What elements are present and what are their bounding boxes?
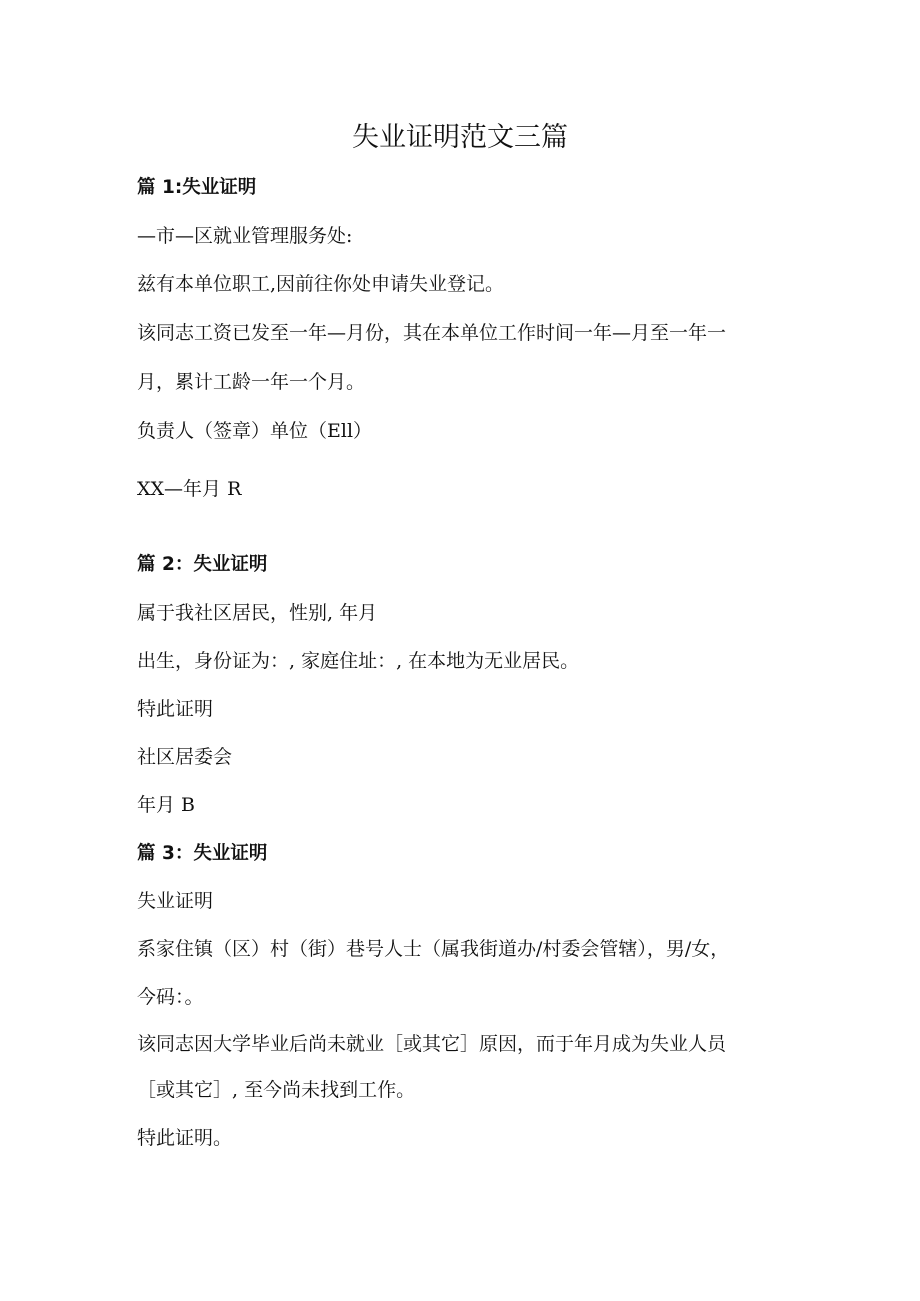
section-1-signature-line: 负责人（签章）单位（Ell） <box>137 420 373 442</box>
section-2-date-line: 年月 B <box>137 794 196 816</box>
section-2-line-1: 属于我社区居民，性别, 年月 <box>137 602 378 624</box>
section-1-line-3: 该同志工资已发至一年—月份，其在本单位工作时间一年—月至一年一 <box>137 322 727 344</box>
section-1-heading: 篇 1:失业证明 <box>137 177 257 198</box>
section-2-line-3: 特此证明 <box>137 698 214 720</box>
section-1-line-1: —市—区就业管理服务处: <box>137 225 353 247</box>
section-3-heading: 篇 3：失业证明 <box>137 843 268 864</box>
section-2-line-4: 社区居委会 <box>137 746 233 768</box>
section-3-line-3: 今码：。 <box>137 986 204 1008</box>
section-3-line-6: 特此证明。 <box>137 1127 233 1149</box>
section-3-line-1: 失业证明 <box>137 890 214 912</box>
section-3-line-5: ［或其它］, 至今尚未找到工作。 <box>137 1079 416 1101</box>
section-2-heading: 篇 2：失业证明 <box>137 554 268 575</box>
section-1-date-line: XX—年月 R <box>137 478 242 500</box>
section-1-line-2: 兹有本单位职工,因前往你处申请失业登记。 <box>137 273 505 295</box>
section-2-line-2: 出生，身份证为：, 家庭住址：, 在本地为无业居民。 <box>137 650 580 672</box>
section-1-line-4: 月，累计工龄一年一个月。 <box>137 371 366 393</box>
section-3-line-4: 该同志因大学毕业后尚未就业［或其它］原因，而于年月成为失业人员 <box>137 1033 727 1055</box>
document-title: 失业证明范文三篇 <box>352 122 568 153</box>
section-3-line-2: 系家住镇（区）村（街）巷号人士（属我街道办/村委会管辖），男/女， <box>137 938 730 960</box>
